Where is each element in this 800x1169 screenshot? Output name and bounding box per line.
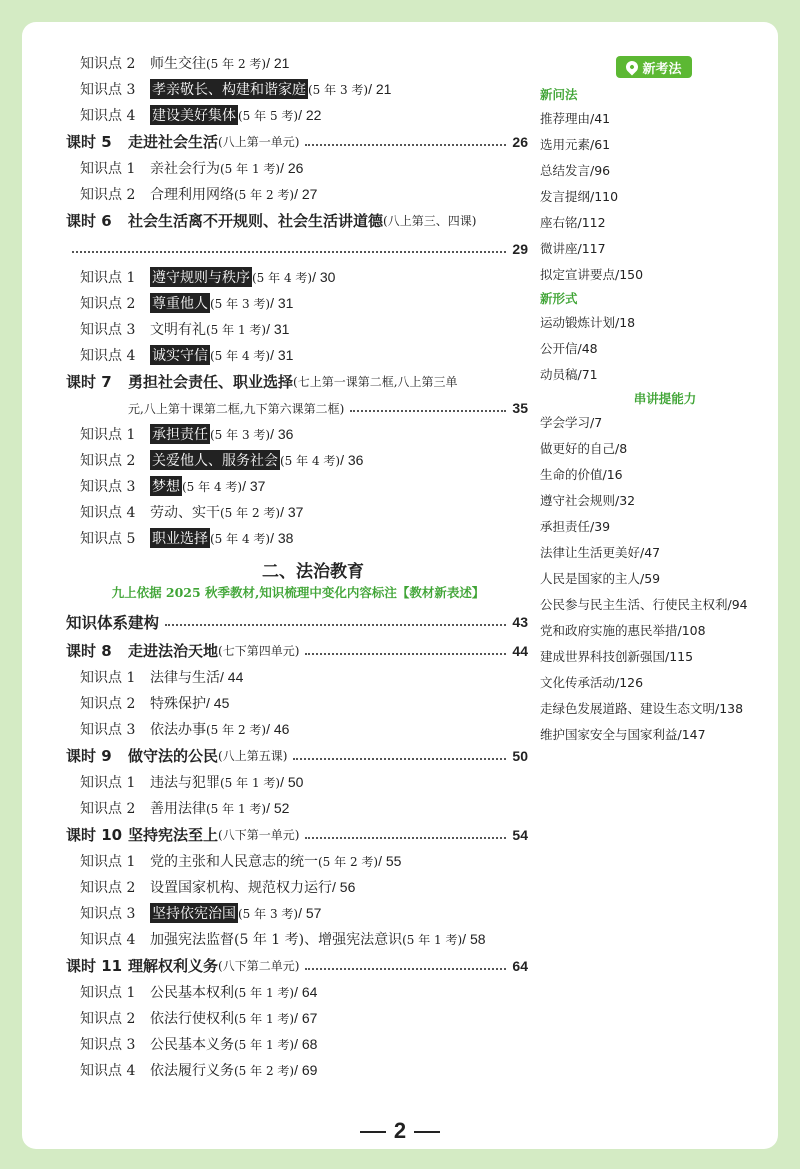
side-list-item[interactable]: 动员稿/71 (540, 367, 598, 382)
side-list-item[interactable]: 走绿色发展道路、建设生态文明/138 (540, 701, 744, 716)
lesson-page: 26 (512, 133, 528, 150)
subitem-note: (5 年 3 考) (210, 427, 271, 442)
lesson-page: 50 (512, 747, 528, 764)
subitem-title: 文明有礼 (150, 322, 206, 338)
subitem-title: 特殊保护 (150, 696, 206, 712)
subitem-number: 知识点 3 (80, 82, 136, 98)
toc-subitem[interactable] (38, 664, 528, 690)
subitem-title: 建设美好集体 (150, 105, 238, 125)
subitem-title: 师生交往 (150, 56, 206, 72)
textbook-note: 九上依据 2025 秋季教材,知识梳理中变化内容标注【教材新表述】 (111, 585, 485, 600)
subitem-number: 知识点 1 (80, 427, 136, 443)
page-number: 2 (393, 1118, 407, 1143)
subitem-title: 尊重他人 (150, 293, 210, 313)
toc-subitem[interactable] (38, 874, 528, 900)
subitem-number: 知识点 4 (80, 348, 136, 364)
category-new-question: 新问法 (540, 87, 578, 102)
subitem-page: / 31 (266, 321, 290, 337)
subitem-title: 依法履行义务 (150, 1063, 234, 1079)
side-list-item[interactable]: 生命的价值/16 (540, 467, 623, 482)
lesson-page: 29 (512, 241, 528, 257)
footer-dash-right (414, 1131, 440, 1133)
subitem-title: 违法与犯罪 (150, 775, 220, 791)
toc-subitem[interactable] (38, 769, 528, 795)
footer-dash-left (360, 1131, 386, 1133)
subitem-page: / 37 (280, 504, 304, 520)
subitem-title: 劳动、实干 (150, 505, 220, 521)
side-list-item[interactable]: 发言提纲/110 (540, 189, 619, 204)
subitem-page: / 36 (270, 426, 294, 442)
lesson-number: 课时 7 (66, 373, 112, 391)
subitem-page: / 44 (220, 669, 244, 685)
subitem-page: / 31 (270, 347, 294, 363)
subitem-number: 知识点 1 (80, 270, 136, 286)
subitem-number: 知识点 2 (80, 801, 136, 817)
subitem-number: 知识点 2 (80, 296, 136, 312)
subitem-note: (5 年 2 考) (234, 1063, 295, 1078)
subitem-note: (5 年 3 考) (210, 296, 271, 311)
subitem-number: 知识点 4 (80, 1063, 136, 1079)
subitem-note: (5 年 1 考) (220, 775, 281, 790)
toc-subitem[interactable] (38, 979, 528, 1005)
toc-subitem[interactable] (38, 926, 528, 952)
side-list-item[interactable]: 拟定宣讲要点/150 (540, 267, 644, 282)
knowledge-system[interactable] (38, 607, 528, 637)
subitem-number: 知识点 2 (80, 453, 136, 469)
toc-lesson-continuation (38, 234, 528, 264)
subitem-page: / 26 (280, 160, 304, 176)
subitem-page: / 37 (242, 478, 266, 494)
subitem-note: (5 年 4 考) (280, 453, 341, 468)
side-list-item[interactable]: 运动锻炼计划/18 (540, 315, 636, 330)
side-list-item[interactable]: 文化传承活动/126 (540, 675, 644, 690)
toc-subitem[interactable] (38, 264, 528, 290)
side-list-item[interactable]: 公开信/48 (540, 341, 598, 356)
toc-lesson-continuation (38, 395, 528, 421)
subitem-note: (5 年 2 考) (206, 722, 267, 737)
subitem-note: (5 年 2 考) (318, 854, 379, 869)
subitem-number: 知识点 4 (80, 108, 136, 124)
lesson-title: 走进社会生活 (128, 133, 219, 151)
toc-lesson[interactable] (38, 742, 528, 769)
subitem-number: 知识点 2 (80, 187, 136, 203)
toc-subitem[interactable] (38, 1005, 528, 1031)
leader-dots (72, 251, 506, 253)
toc-subitem[interactable] (38, 900, 528, 926)
subitem-note: (5 年 3 考) (238, 906, 299, 921)
side-list-item[interactable]: 维护国家安全与国家利益/147 (540, 727, 706, 742)
toc-lesson[interactable] (38, 821, 528, 848)
subitem-title: 依法办事 (150, 722, 206, 738)
subitem-number: 知识点 3 (80, 722, 136, 738)
subitem-title: 关爱他人、服务社会 (150, 450, 280, 470)
subitem-page: / 64 (294, 984, 318, 1000)
subitem-number: 知识点 4 (80, 932, 136, 948)
subitem-title: 合理利用网络 (150, 187, 234, 203)
subitem-note: (5 年 4 考) (182, 479, 243, 494)
toc-subitem[interactable] (38, 102, 528, 128)
subitem-title: 公民基本义务 (150, 1037, 234, 1053)
subitem-page: / 27 (294, 186, 318, 202)
leader-dots (305, 837, 506, 839)
toc-subitem[interactable] (38, 421, 528, 447)
subitem-title: 公民基本权利 (150, 985, 234, 1001)
subitem-title: 法律与生活 (150, 670, 220, 686)
toc-subitem[interactable] (38, 716, 528, 742)
subitem-number: 知识点 3 (80, 322, 136, 338)
subitem-page: / 30 (312, 269, 336, 285)
subitem-page: / 21 (266, 55, 290, 71)
side-list-item[interactable]: 公民参与民主生活、行使民主权利/94 (540, 597, 748, 612)
toc-subitem[interactable] (38, 290, 528, 316)
toc-subitem[interactable] (38, 499, 528, 525)
lesson-number: 课时 5 (66, 133, 112, 151)
toc-lesson[interactable] (38, 637, 528, 664)
subitem-title: 党的主张和人民意志的统一 (150, 854, 318, 870)
toc-subitem[interactable] (38, 76, 528, 102)
subitem-title: 加强宪法监督(5 年 1 考)、增强宪法意识 (150, 932, 403, 948)
lesson-title: 走进法治天地 (128, 642, 219, 660)
category-ability: 串讲提能力 (633, 391, 697, 406)
page-footer (0, 1118, 800, 1144)
category-new-format: 新形式 (540, 291, 578, 306)
subitem-note: (5 年 2 考) (220, 505, 281, 520)
subitem-page: / 46 (266, 721, 290, 737)
toc-subitem[interactable] (38, 447, 528, 473)
subitem-number: 知识点 2 (80, 696, 136, 712)
lesson-page: 44 (512, 642, 528, 659)
subitem-title: 遵守规则与秩序 (150, 267, 252, 287)
subitem-page: / 22 (298, 107, 322, 123)
subitem-page: / 45 (206, 695, 230, 711)
lesson-note: (八上第三、四课) (383, 214, 477, 228)
toc-lesson[interactable] (38, 952, 528, 979)
subitem-title: 坚持依宪治国 (150, 903, 238, 923)
subitem-number: 知识点 2 (80, 1011, 136, 1027)
leader-dots (305, 653, 506, 655)
subitem-note: (5 年 1 考) (234, 1011, 295, 1026)
side-panel (540, 56, 770, 748)
subitem-page: / 38 (270, 530, 294, 546)
subitem-page: / 21 (368, 81, 392, 97)
subitem-page: / 68 (294, 1036, 318, 1052)
leader-dots (350, 410, 506, 412)
side-list-item[interactable]: 推荐理由/41 (540, 111, 611, 126)
leader-dots (305, 144, 506, 146)
subitem-page: / 31 (270, 295, 294, 311)
location-pin-icon (624, 59, 641, 76)
toc-lesson[interactable] (38, 368, 528, 395)
toc-subitem[interactable] (38, 316, 528, 342)
subitem-title: 孝亲敬长、构建和谐家庭 (150, 79, 308, 99)
subitem-number: 知识点 1 (80, 985, 136, 1001)
subitem-note: (5 年 4 考) (210, 531, 271, 546)
side-list-item[interactable]: 选用元素/61 (540, 137, 611, 152)
table-of-contents (38, 50, 528, 1083)
lesson-note: (八下第二单元) (218, 959, 300, 973)
subitem-note: (5 年 3 考) (308, 82, 369, 97)
subitem-page: / 52 (266, 800, 290, 816)
toc-subitem[interactable] (38, 848, 528, 874)
side-list-item[interactable]: 微讲座/117 (540, 241, 606, 256)
subitem-title: 善用法律 (150, 801, 206, 817)
lesson-note: (八上第五课) (218, 749, 288, 763)
subitem-note: (5 年 1 考) (402, 932, 463, 947)
toc-subitem[interactable] (38, 181, 528, 207)
subitem-page: / 36 (340, 452, 364, 468)
subitem-note: (5 年 1 考) (206, 801, 267, 816)
lesson-number: 课时 9 (66, 747, 112, 765)
subitem-note: (5 年 1 考) (206, 322, 267, 337)
lesson-title: 做守法的公民 (128, 747, 219, 765)
side-list-item[interactable]: 学会学习/7 (540, 415, 603, 430)
lesson-note: (七上第一课第二框,八上第三单 (293, 375, 458, 389)
leader-dots (305, 968, 506, 970)
side-list-item[interactable]: 座右铭/112 (540, 215, 606, 230)
subitem-number: 知识点 3 (80, 479, 136, 495)
subitem-note: (5 年 4 考) (252, 270, 313, 285)
lesson-title: 勇担社会责任、职业选择 (128, 373, 294, 391)
subitem-number: 知识点 2 (80, 56, 136, 72)
lesson-page: 64 (512, 957, 528, 974)
subitem-number: 知识点 1 (80, 670, 136, 686)
toc-subitem[interactable] (38, 50, 528, 76)
side-list-item[interactable]: 党和政府实施的惠民举措/108 (540, 623, 706, 638)
toc-subitem[interactable] (38, 690, 528, 716)
side-list-item[interactable]: 总结发言/96 (540, 163, 611, 178)
toc-subitem[interactable] (38, 795, 528, 821)
subitem-page: / 58 (462, 931, 486, 947)
subitem-number: 知识点 3 (80, 1037, 136, 1053)
lesson-note: (七下第四单元) (218, 644, 300, 658)
subitem-number: 知识点 1 (80, 854, 136, 870)
toc-subitem[interactable] (38, 155, 528, 181)
system-page: 43 (512, 614, 528, 630)
lesson-title: 坚持宪法至上 (128, 826, 219, 844)
subitem-note: (5 年 1 考) (234, 985, 295, 1000)
subitem-page: / 67 (294, 1010, 318, 1026)
subitem-title: 职业选择 (150, 528, 210, 548)
subitem-page: / 56 (332, 879, 356, 895)
new-exam-badge (616, 56, 692, 78)
side-list-item[interactable]: 建成世界科技创新强国/115 (540, 649, 694, 664)
subitem-title: 依法行使权利 (150, 1011, 234, 1027)
side-list-item[interactable]: 人民是国家的主人/59 (540, 571, 661, 586)
subitem-note: (5 年 5 考) (238, 108, 299, 123)
lesson-page: 54 (512, 826, 528, 843)
subitem-page: / 57 (298, 905, 322, 921)
lesson-note: (八下第一单元) (218, 828, 300, 842)
subitem-page: / 50 (280, 774, 304, 790)
lesson-number: 课时 10 (66, 826, 123, 844)
subitem-number: 知识点 3 (80, 906, 136, 922)
subitem-note: (5 年 1 考) (220, 161, 281, 176)
lesson-number: 课时 8 (66, 642, 112, 660)
subitem-number: 知识点 1 (80, 161, 136, 177)
subitem-note: (5 年 1 考) (234, 1037, 295, 1052)
toc-subitem[interactable] (38, 525, 528, 551)
subitem-title: 诚实守信 (150, 345, 210, 365)
subitem-note: (5 年 2 考) (206, 56, 267, 71)
lesson-note: (八上第一单元) (218, 135, 300, 149)
toc-subitem[interactable] (38, 473, 528, 499)
subitem-title: 设置国家机构、规范权力运行 (150, 880, 332, 896)
toc-subitem[interactable] (38, 1031, 528, 1057)
leader-dots (165, 624, 506, 626)
subitem-note: (5 年 2 考) (234, 187, 295, 202)
subitem-title: 承担责任 (150, 424, 210, 444)
lesson-title: 社会生活离不开规则、社会生活讲道德 (128, 212, 384, 230)
toc-lesson[interactable] (38, 207, 528, 234)
side-list-item[interactable]: 做更好的自己/8 (540, 441, 628, 456)
lesson-number: 课时 6 (66, 212, 112, 230)
side-list-item[interactable]: 法律让生活更美好/47 (540, 545, 661, 560)
lesson-title: 理解权利义务 (128, 957, 219, 975)
toc-subitem[interactable] (38, 342, 528, 368)
system-title: 知识体系建构 (66, 614, 160, 632)
toc-subitem[interactable] (38, 1057, 528, 1083)
side-list-item[interactable]: 承担责任/39 (540, 519, 611, 534)
lesson-number: 课时 11 (66, 957, 123, 975)
subitem-number: 知识点 5 (80, 531, 136, 547)
badge-label: 新考法 (642, 61, 682, 77)
subitem-number: 知识点 1 (80, 775, 136, 791)
subitem-number: 知识点 2 (80, 880, 136, 896)
lesson-page: 35 (512, 400, 528, 416)
subitem-note: (5 年 4 考) (210, 348, 271, 363)
subitem-title: 亲社会行为 (150, 161, 220, 177)
subitem-page: / 69 (294, 1062, 318, 1078)
section-title: 二、法治教育 (262, 562, 364, 582)
subitem-page: / 55 (378, 853, 402, 869)
toc-lesson[interactable] (38, 128, 528, 155)
lesson-note-continued: 元,八上第十课第二框,九下第六课第二框) (128, 401, 345, 416)
side-list-item[interactable]: 遵守社会规则/32 (540, 493, 636, 508)
subitem-number: 知识点 4 (80, 505, 136, 521)
leader-dots (293, 758, 506, 760)
subitem-title: 梦想 (150, 476, 182, 496)
